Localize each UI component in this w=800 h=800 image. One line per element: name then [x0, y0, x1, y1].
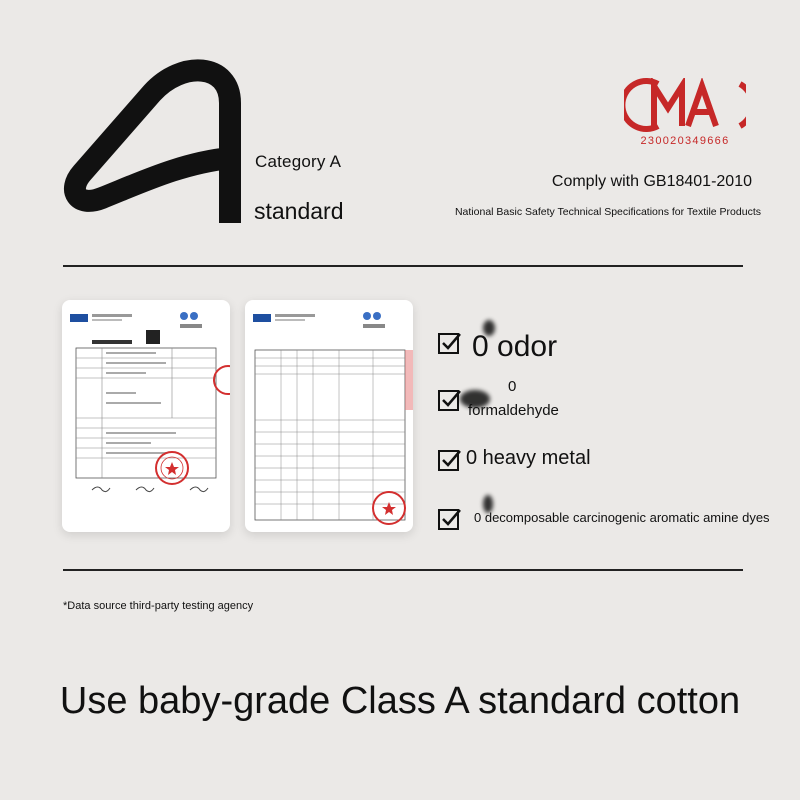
test-report-image-2 — [245, 300, 413, 532]
cma-number: 230020349666 — [640, 135, 730, 147]
divider-top — [63, 265, 743, 267]
category-a-label: Category A — [255, 152, 342, 171]
checkbox-checked-icon — [438, 388, 462, 412]
data-source-footnote: *Data source third-party testing agency — [63, 600, 254, 612]
feature-formaldehyde-zero: 0 — [508, 378, 517, 395]
test-report-image-1 — [62, 300, 230, 532]
feature-zero-odor: 0 odor — [472, 330, 558, 363]
checkbox-checked-icon — [438, 507, 462, 531]
headline: Use baby-grade Class A standard cotton — [59, 680, 741, 722]
compliance-subtitle: National Basic Safety Technical Specifications for Textile Products — [454, 206, 761, 218]
feature-zero-heavy-metal: 0 heavy metal — [466, 447, 591, 469]
compliance-title: Comply with GB18401-2010 — [551, 173, 752, 190]
big-letter-a-icon — [62, 58, 247, 228]
checkbox-checked-icon — [438, 448, 462, 472]
cma-seal-icon — [624, 78, 746, 132]
feature-zero-amine-dyes: 0 decomposable carcinogenic aromatic amine dyes — [474, 510, 770, 525]
standard-label: standard — [254, 198, 344, 224]
divider-bottom — [63, 569, 743, 571]
feature-zero-formaldehyde: formaldehyde — [468, 402, 559, 419]
checkbox-checked-icon — [438, 331, 462, 355]
